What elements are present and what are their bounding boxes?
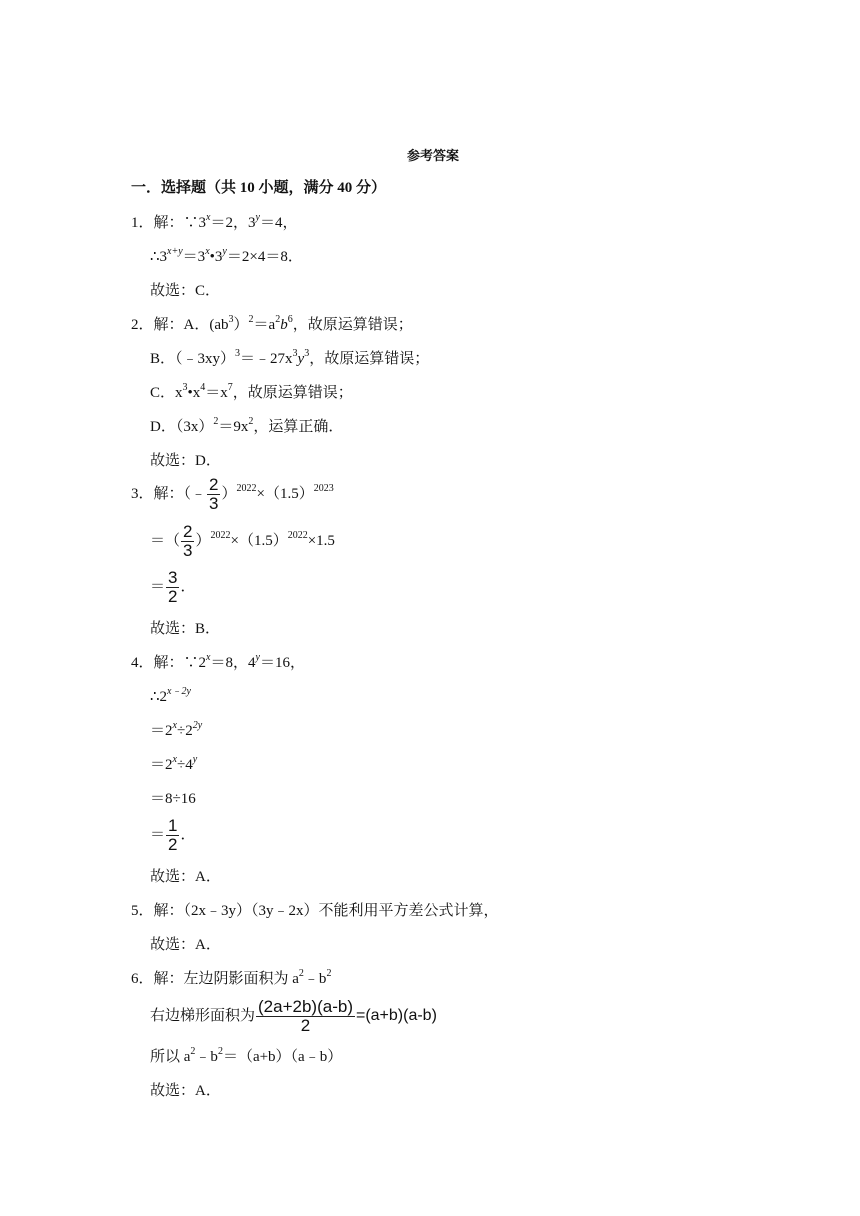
q6-line3: 所以 $a^2﹣b^2=(a+b)(a﹣b)$ <box>150 1046 343 1065</box>
fraction: $\frac{1}{2}$ <box>168 816 178 855</box>
q6-line1: 6．解：左边阴影面积为 $a^2﹣b^2$ <box>131 968 332 987</box>
q4-line5: ＝8÷16 <box>150 791 196 807</box>
q3-answer: 故选：B． <box>150 621 221 637</box>
q5-line1: 5．解：（2x﹣3y）（3y﹣2x）不能利用平方差公式计算， <box>131 903 499 919</box>
fraction: $\frac{2}{3}$ <box>183 522 193 561</box>
q3-line3: ＝ $\frac{3}{2}$ ． <box>150 568 196 607</box>
q4-line4: $=2^x\div 4^y$ <box>150 754 198 773</box>
q3-line2: ＝（ $\frac{2}{3}$ ）$^{2022}\times(1.5)^{2022}\times 1.5$ <box>150 522 335 561</box>
q2-option-b: B．$(﹣3xy)^3=﹣27x^3y^3$，故原运算错误； <box>150 348 430 367</box>
q3-line1: 3．解：（﹣ $\frac{2}{3}$ ）$^{2022}\times(1.5)^{2023}$ <box>131 475 334 514</box>
q1-answer: 故选：C． <box>150 283 221 299</box>
q4-line2: $\therefore 2^{x﹣2y}$ <box>150 686 191 705</box>
fraction: $\frac{3}{2}$ <box>168 568 178 607</box>
q4-line6: ＝ $\frac{1}{2}$ ． <box>150 816 196 855</box>
q6-line2: 右边梯形面积为 $\frac{(2a+2b)(a-b)}{2}$ =(a+b)(a-b) <box>150 997 437 1036</box>
fraction: $\frac{2}{3}$ <box>209 475 219 514</box>
q2-answer: 故选：D． <box>150 453 221 469</box>
q6-answer: 故选：A． <box>150 1083 221 1099</box>
q1-line2: $\therefore 3^{x+y}=3^x•3^y=2\times 4=8$． <box>150 246 303 265</box>
q4-answer: 故选：A． <box>150 869 221 885</box>
q5-answer: 故选：A． <box>150 937 221 953</box>
q2-option-d: D．$(3x)^2=9x^2$，运算正确． <box>150 416 344 435</box>
section-heading: 一．选择题（共 10 小题，满分 40 分） <box>131 180 387 196</box>
q2-option-c: C．$x^3•x^4=x^7$，故原运算错误； <box>150 382 353 401</box>
q1-line1: 1．解：$\because 3^x=2$，$3^y=4$， <box>131 212 298 231</box>
q2-option-a: 2．解：A．$(ab^3)^2=a^2b^6$，故原运算错误； <box>131 314 413 333</box>
page-title: 参考答案 <box>407 148 460 163</box>
q4-line1: 4．解：$\because 2^x=8$，$4^y=16$， <box>131 652 305 671</box>
q4-line3: $=2^x\div 2^{2y}$ <box>150 720 203 739</box>
fraction: $\frac{(2a+2b)(a-b)}{2}$ <box>258 997 353 1036</box>
